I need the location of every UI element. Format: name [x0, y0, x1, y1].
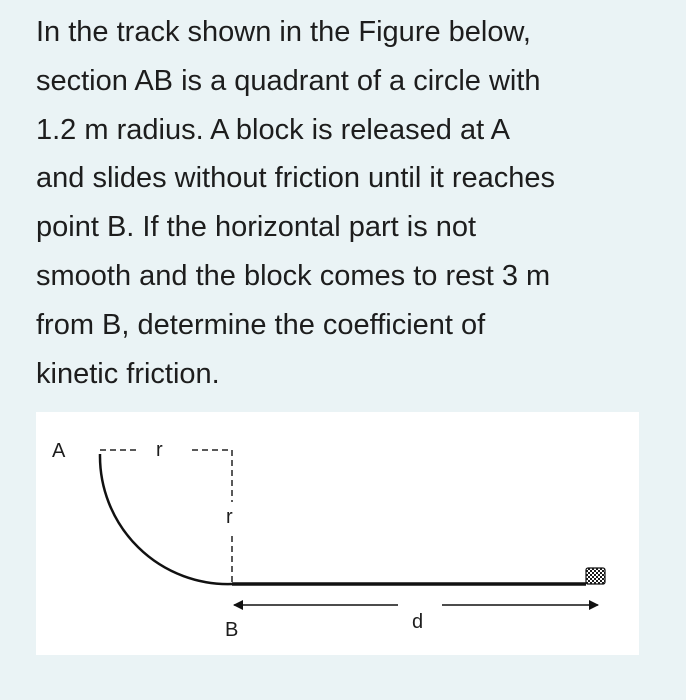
- label-d: d: [412, 611, 424, 633]
- problem-line-2: section AB is a quadrant of a circle with: [36, 64, 541, 97]
- problem-line-8: kinetic friction.: [36, 357, 220, 390]
- label-b: B: [225, 619, 239, 641]
- label-r-side: r: [226, 506, 233, 528]
- problem-line-3: 1.2 m radius. A block is released at A: [36, 113, 510, 146]
- problem-line-5: point B. If the horizontal part is not: [36, 211, 477, 244]
- problem-line-1: In the track shown in the Figure below,: [36, 16, 531, 48]
- label-r-top: r: [156, 439, 163, 461]
- problem-line-6: smooth and the block comes to rest 3 m: [36, 259, 551, 292]
- block: [586, 568, 605, 584]
- quadrant-track: [100, 454, 232, 584]
- track-diagram: [36, 412, 639, 655]
- problem-line-4: and slides without friction until it reaches: [36, 162, 556, 195]
- problem-line-7: from B, determine the coefficient of: [36, 308, 486, 341]
- problem-statement: [36, 8, 656, 398]
- track-figure: [36, 412, 639, 655]
- label-a: A: [52, 440, 66, 462]
